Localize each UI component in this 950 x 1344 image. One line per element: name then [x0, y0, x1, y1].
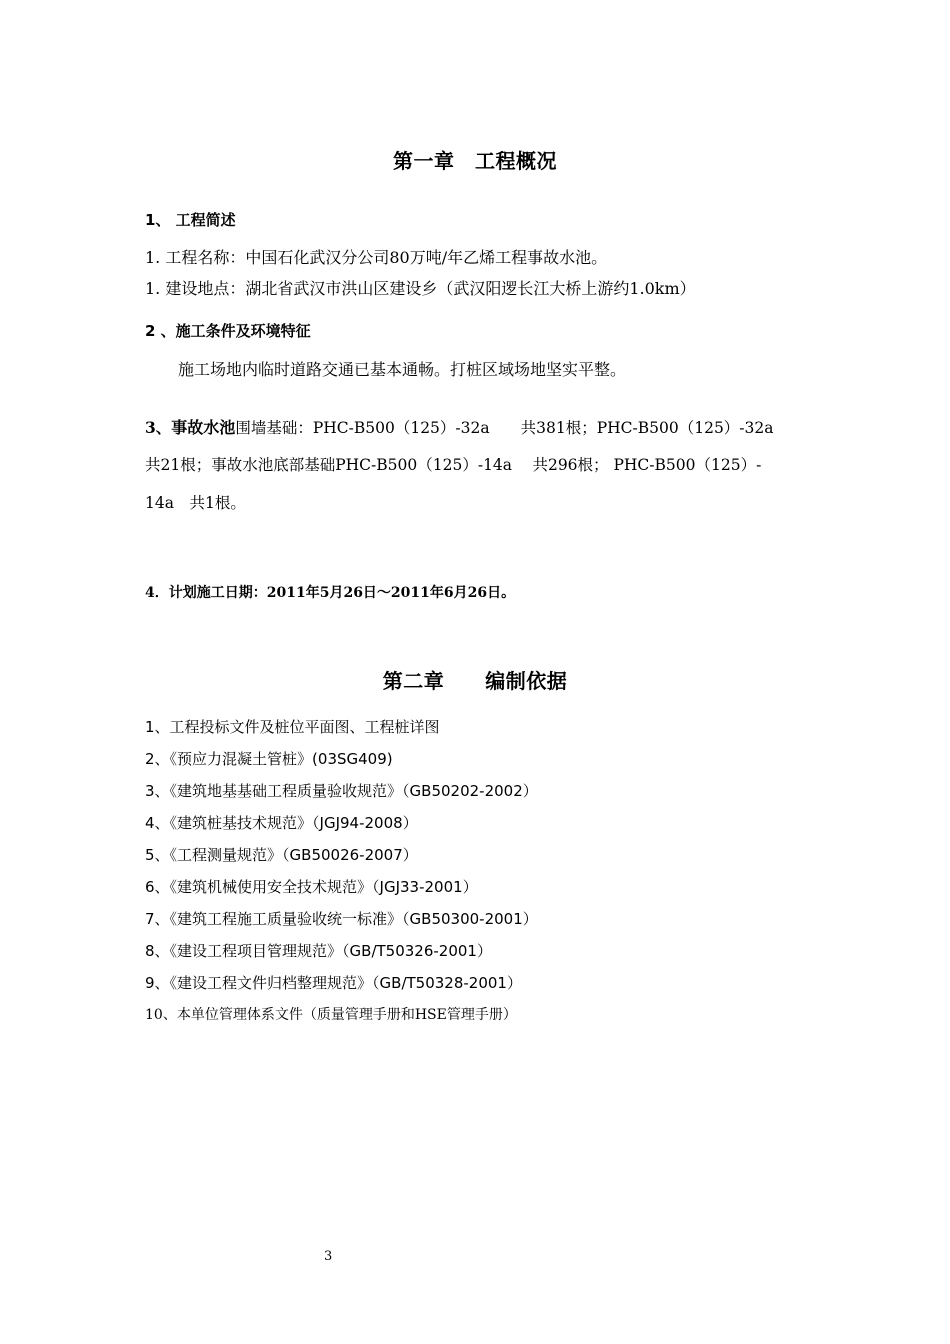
- section-1-heading: 1、 工程简述: [145, 211, 236, 229]
- pile-prefix: 3、: [145, 418, 172, 437]
- reference-item: 1、工程投标文件及桩位平面图、工程桩详图: [145, 718, 440, 736]
- reference-item: 10、本单位管理体系文件（质量管理手册和HSE管理手册）: [145, 1007, 517, 1023]
- reference-item: 4、《建筑桩基技术规范》（JGJ94-2008）: [145, 814, 418, 832]
- pile-line-1-rest: 围墙基础：PHC-B500（125）-32a 共381根；PHC-B500（125）-32a: [235, 419, 774, 437]
- chapter-2-title: 第二章 编制依据: [382, 669, 568, 693]
- reference-item: 8、《建设工程项目管理规范》（GB/T50326-2001）: [145, 942, 492, 960]
- reference-item: 6、《建筑机械使用安全技术规范》（JGJ33-2001）: [145, 878, 478, 896]
- project-location-line: 1. 建设地点：湖北省武汉市洪山区建设乡（武汉阳逻长江大桥上游约1.0km）: [145, 279, 696, 298]
- pile-line-1: [145, 415, 774, 438]
- schedule-line: 4．计划施工日期：2011年5月26日～2011年6月26日。: [145, 585, 516, 601]
- reference-item: 7、《建筑工程施工质量验收统一标准》（GB50300-2001）: [145, 910, 538, 928]
- reference-item: 3、《建筑地基基础工程质量验收规范》（GB50202-2002）: [145, 782, 538, 800]
- pile-line-3: 14a 共1根。: [145, 494, 246, 512]
- reference-item: 5、《工程测量规范》（GB50026-2007）: [145, 846, 418, 864]
- pile-line-2: 共21根；事故水池底部基础PHC-B500（125）-14a 共296根； PHC-B500（125）-: [145, 456, 762, 474]
- reference-item: 9、《建设工程文件归档整理规范》（GB/T50328-2001）: [145, 974, 522, 992]
- site-conditions-text: 施工场地内临时道路交通已基本通畅。打桩区域场地坚实平整。: [178, 360, 627, 379]
- project-name-line: 1. 工程名称：中国石化武汉分公司80万吨/年乙烯工程事故水池。: [145, 248, 608, 267]
- pile-pool-label: 事故水池: [171, 418, 236, 437]
- section-2-heading: 2 、施工条件及环境特征: [145, 322, 311, 340]
- chapter-1-title: 第一章 工程概况: [393, 149, 557, 173]
- reference-item: 2、《预应力混凝土管桩》(03SG409): [145, 750, 393, 768]
- page-number: 3: [324, 1249, 333, 1264]
